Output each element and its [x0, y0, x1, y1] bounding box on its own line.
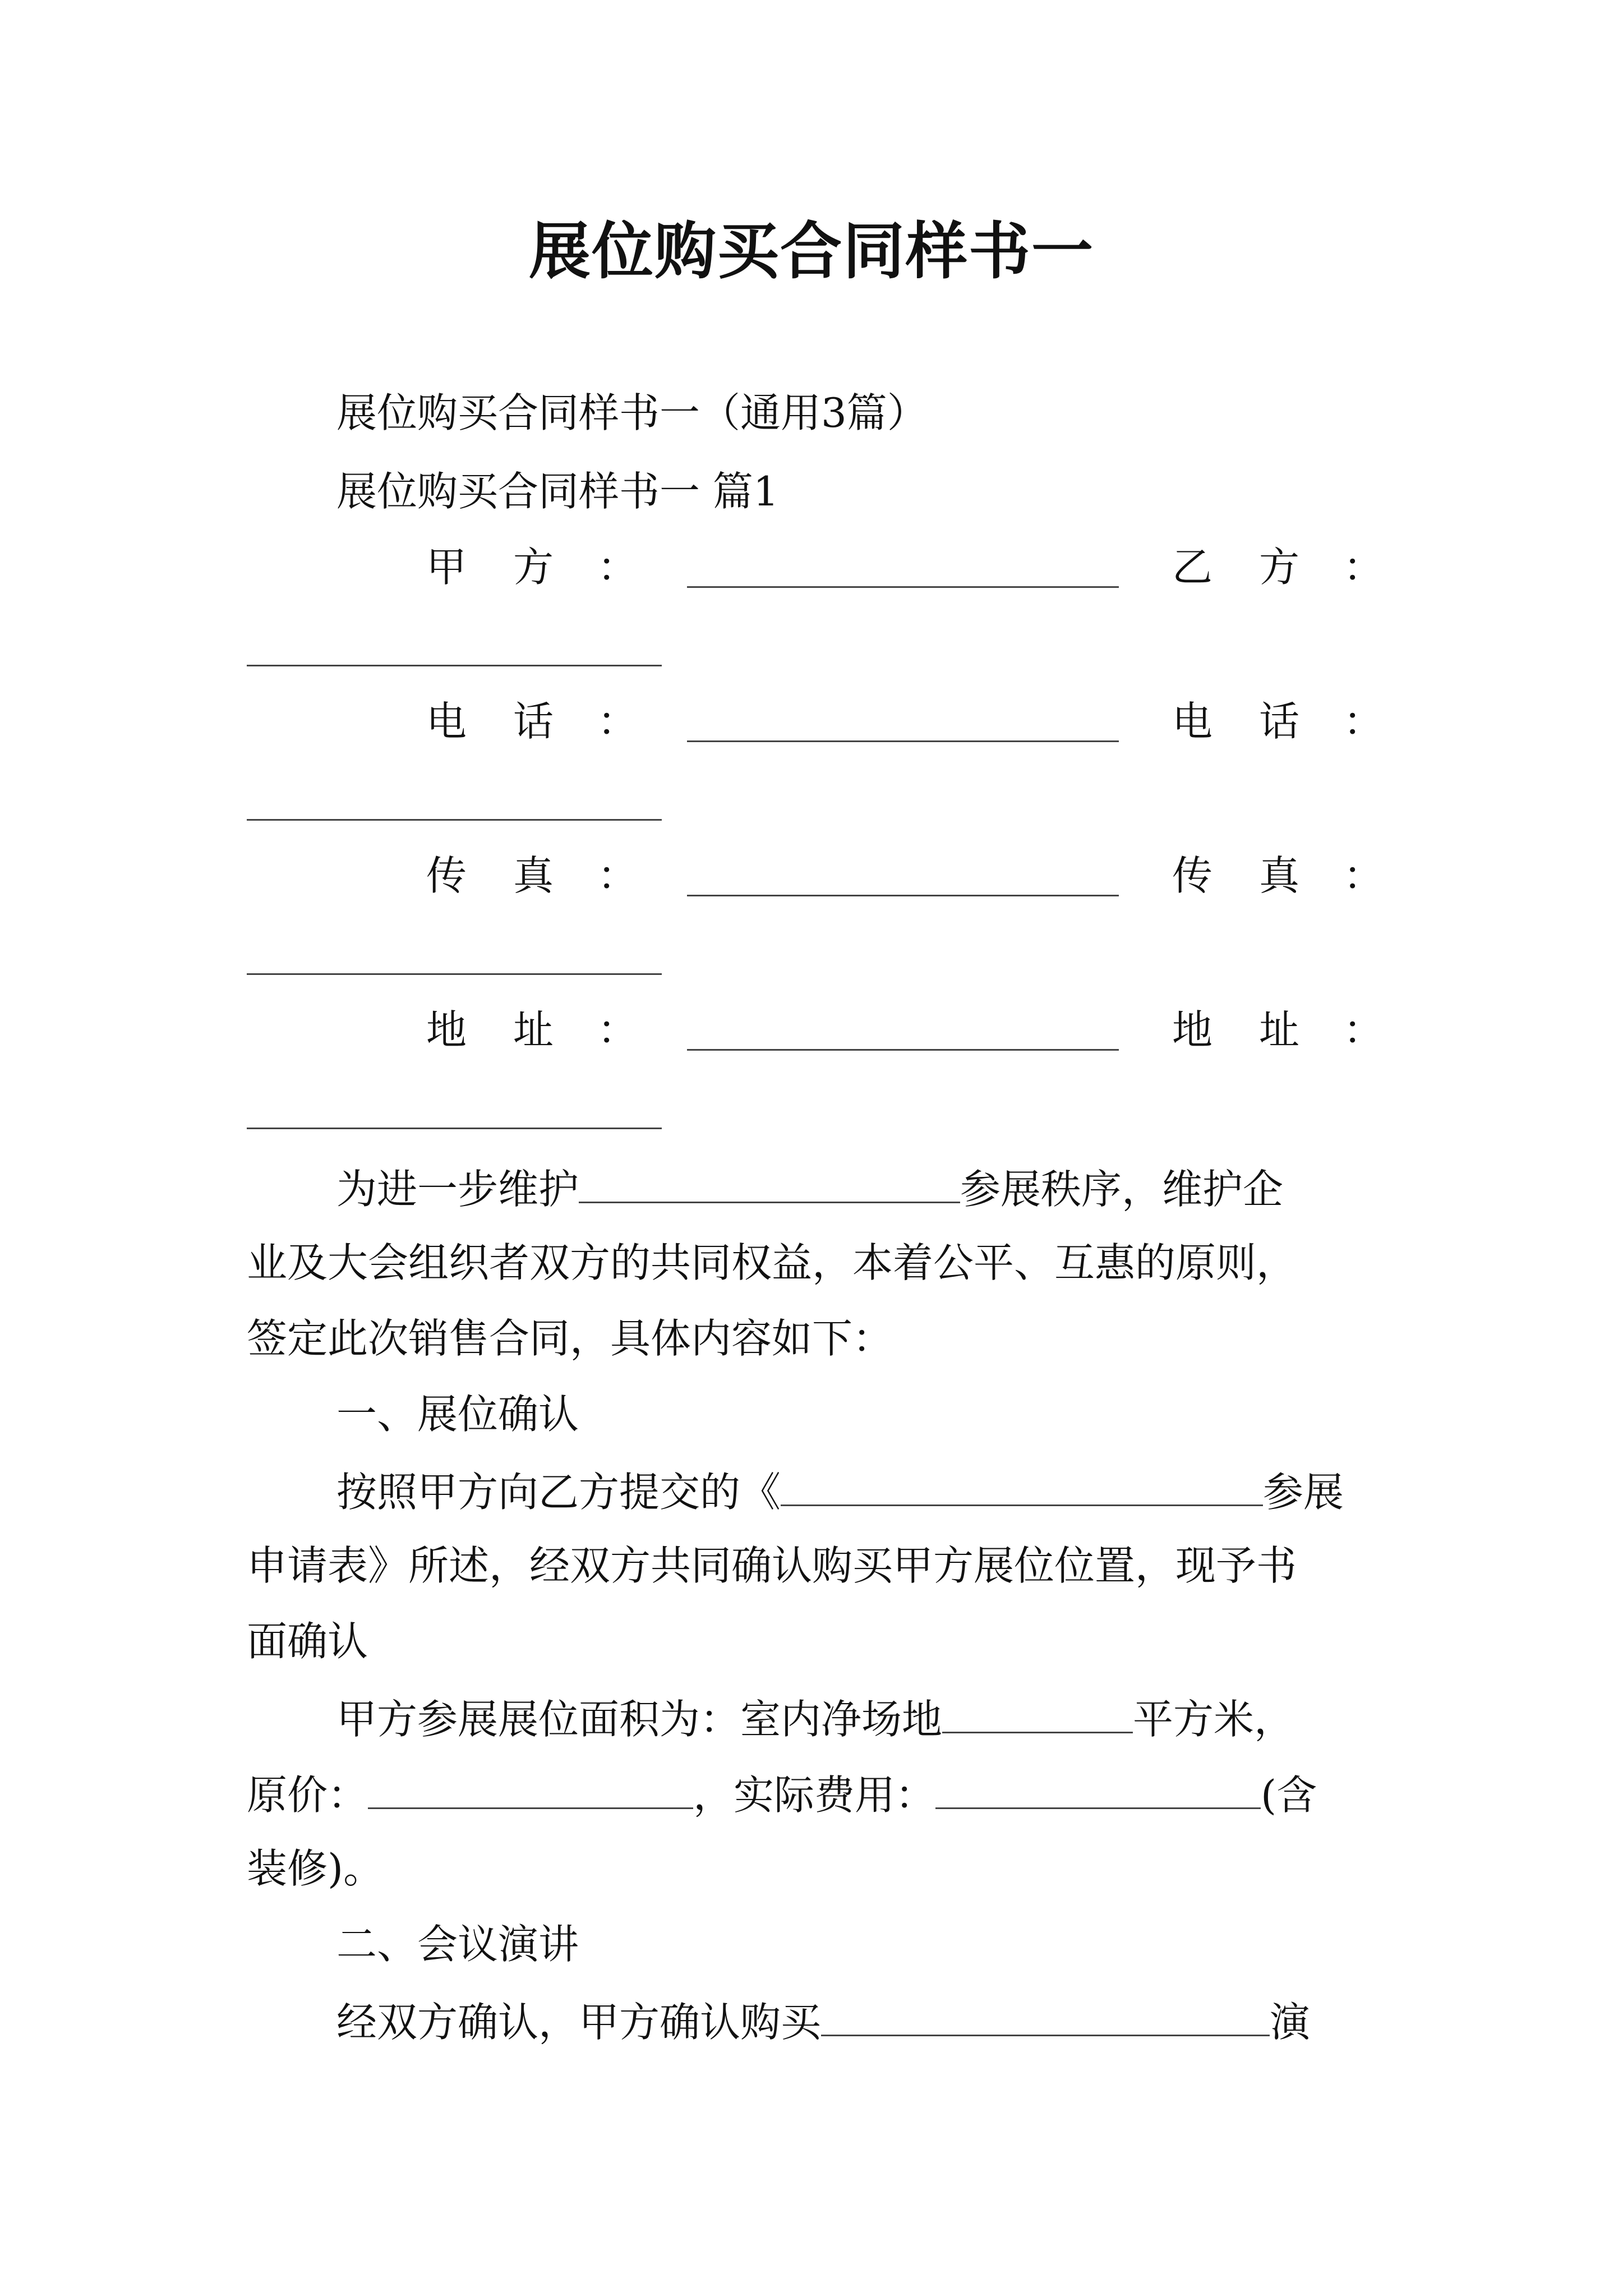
application-form-blank[interactable] — [781, 1470, 1263, 1506]
document-title: 展位购买合同样书一 — [529, 215, 1094, 287]
original-price-blank[interactable] — [368, 1773, 693, 1809]
fax-a-blank[interactable] — [687, 895, 1119, 896]
label-char: 真 — [1259, 852, 1300, 899]
label-char: ： — [597, 852, 638, 899]
text-run: 参展秩序，维护企 — [960, 1166, 1284, 1213]
phone-a-blank[interactable] — [687, 740, 1119, 742]
speech-blank[interactable] — [821, 2000, 1270, 2036]
label-char: 乙 — [1172, 544, 1213, 591]
party-b-blank[interactable] — [247, 665, 662, 666]
label-char: ： — [1343, 852, 1384, 899]
section-heading: 展位购买合同样书一 篇1 — [336, 468, 779, 515]
label-char: 甲 — [426, 544, 467, 591]
label-char: 传 — [426, 852, 467, 899]
section-1-line-2: 申请表》所述，经双方共同确认购买甲方展位位置，现予书 — [247, 1542, 1297, 1589]
address-b-blank[interactable] — [247, 1128, 662, 1129]
section-2-heading: 二、会议演讲 — [336, 1921, 579, 1968]
label-char: 地 — [426, 1006, 467, 1053]
label-char: 电 — [1172, 698, 1213, 745]
label-char: 址 — [1259, 1006, 1300, 1053]
text-run: 参展 — [1263, 1469, 1344, 1516]
intro-line-3: 签定此次销售合同，具体内容如下： — [247, 1315, 893, 1362]
label-char: 电 — [426, 698, 467, 745]
document-subtitle: 展位购买合同样书一（通用3篇） — [336, 389, 928, 436]
intro-line-2: 业及大会组织者双方的共同权益，本着公平、互惠的原则， — [247, 1239, 1297, 1286]
section-1-line-6: 装修)。 — [247, 1845, 384, 1892]
text-run: 按照甲方向乙方提交的《 — [336, 1469, 781, 1516]
label-char: 话 — [513, 698, 554, 745]
address-a-blank[interactable] — [687, 1049, 1119, 1051]
label-char: ： — [1343, 698, 1384, 745]
label-char: 传 — [1172, 852, 1213, 899]
text-run: 平方米， — [1133, 1696, 1295, 1743]
text-run: 为进一步维护 — [336, 1166, 579, 1213]
text-run: 演 — [1270, 1999, 1311, 2046]
area-blank[interactable] — [942, 1697, 1133, 1733]
section-1-line-1 — [336, 1469, 1344, 1516]
label-char: ： — [597, 698, 638, 745]
label-char: 方 — [513, 544, 554, 591]
exhibition-name-blank[interactable] — [579, 1167, 960, 1203]
fax-b-blank[interactable] — [247, 973, 662, 975]
label-char: ： — [1343, 1006, 1384, 1053]
section-2-line-1 — [336, 1999, 1311, 2046]
party-a-blank[interactable] — [687, 586, 1119, 588]
label-char: ： — [1343, 544, 1384, 591]
section-1-line-5 — [247, 1772, 1317, 1819]
text-run: 经双方确认，甲方确认购买 — [336, 1999, 822, 2046]
phone-b-blank[interactable] — [247, 819, 662, 821]
label-char: ： — [597, 544, 638, 591]
text-run: ，实际费用： — [693, 1772, 936, 1819]
label-char: 话 — [1259, 698, 1300, 745]
section-1-line-4 — [336, 1696, 1295, 1743]
label-char: 址 — [513, 1006, 554, 1053]
label-char: 真 — [513, 852, 554, 899]
label-char: 方 — [1259, 544, 1300, 591]
text-run: 甲方参展展位面积为：室内净场地 — [336, 1696, 943, 1743]
section-1-line-3: 面确认 — [247, 1618, 368, 1665]
intro-line-1 — [336, 1166, 1284, 1213]
label-char: 地 — [1172, 1006, 1213, 1053]
text-run: 原价： — [247, 1772, 368, 1819]
section-1-heading: 一、展位确认 — [336, 1391, 579, 1438]
actual-cost-blank[interactable] — [935, 1773, 1261, 1809]
label-char: ： — [597, 1006, 638, 1053]
text-run: (含 — [1261, 1772, 1317, 1819]
